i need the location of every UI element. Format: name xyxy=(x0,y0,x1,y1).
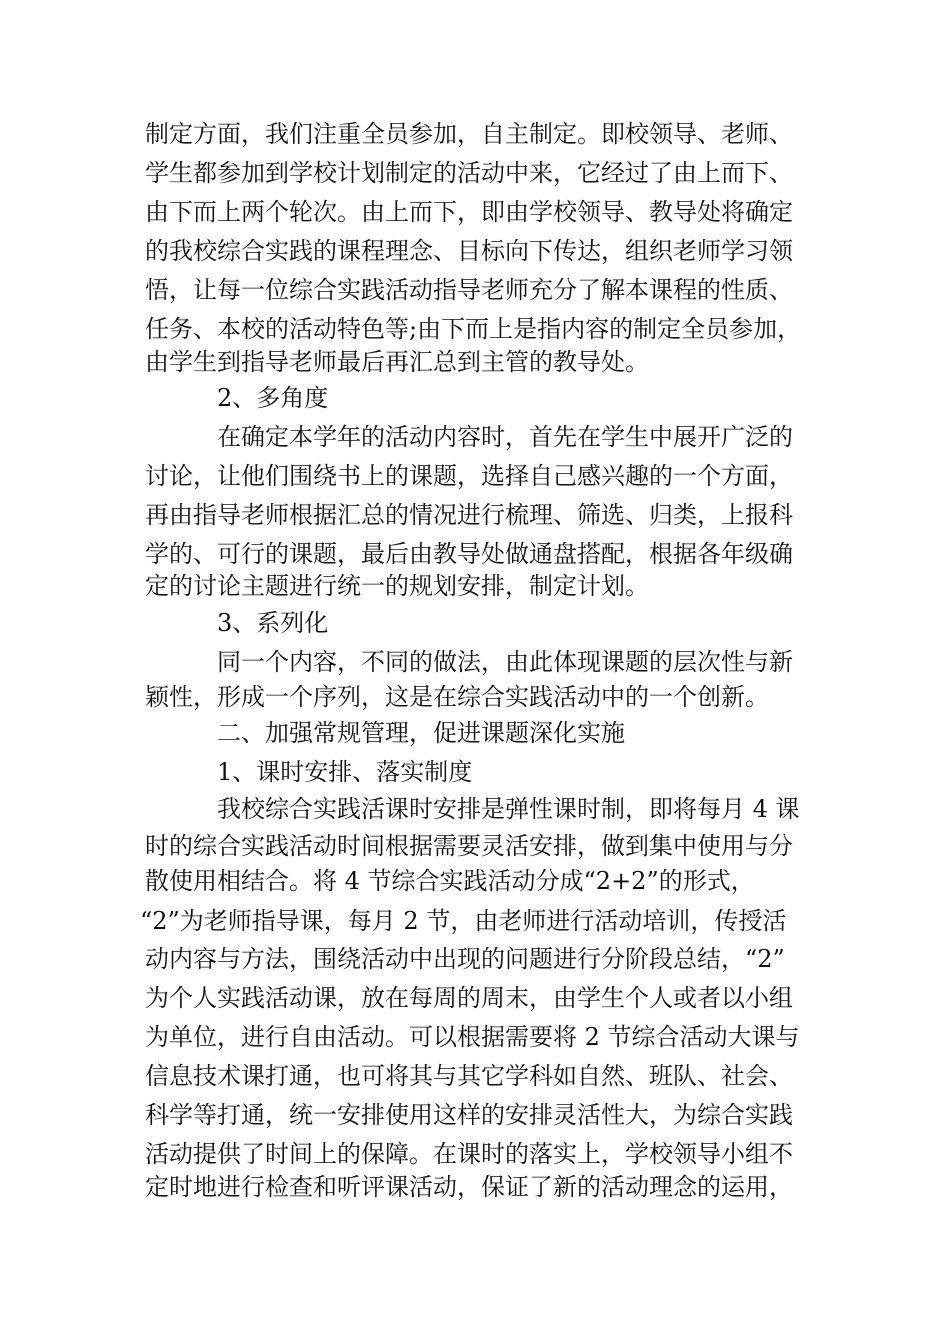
text-line: 为个人实践活动课，放在每周的周末，由学生个人或者以小组 xyxy=(145,984,793,1012)
text-line: 悟，让每一位综合实践活动指导老师充分了解本课程的性质、 xyxy=(145,276,793,304)
text-line: 由学生到指导老师最后再汇总到主管的教导处。 xyxy=(145,348,649,376)
text-line: 的我校综合实践的课程理念、目标向下传达，组织老师学习领 xyxy=(145,237,793,265)
section-heading: 1、课时安排、落实制度 xyxy=(217,758,473,786)
text-line: 散使用相结合。将 4 节综合实践活动分成“2+2”的形式， xyxy=(145,867,755,895)
text-line: 讨论，让他们围绕书上的课题，选择自己感兴趣的一个方面， xyxy=(145,462,793,490)
section-heading: 二、加强常规管理，促进课题深化实施 xyxy=(217,719,625,747)
text-line: 学生都参加到学校计划制定的活动中来，它经过了由上而下、 xyxy=(145,159,793,187)
text-line: 任务、本校的活动特色等;由下而上是指内容的制定全员参加， xyxy=(145,315,802,343)
text-line: 在确定本学年的活动内容时，首先在学生中展开广泛的 xyxy=(217,423,793,451)
text-line: 颖性，形成一个序列，这是在综合实践活动中的一个创新。 xyxy=(145,683,769,711)
text-line: 由下而上两个轮次。由上而下，即由学校领导、教导处将确定 xyxy=(145,198,793,226)
text-line: 再由指导老师根据汇总的情况进行梳理、筛选、归类，上报科 xyxy=(145,501,793,529)
text-line: 活动提供了时间上的保障。在课时的落实上，学校领导小组不 xyxy=(145,1140,793,1168)
text-line: 动内容与方法，围绕活动中出现的问题进行分阶段总结，“2” xyxy=(145,945,785,973)
text-line: 科学等打通，统一安排使用这样的安排灵活性大，为综合实践 xyxy=(145,1101,793,1129)
text-line: 定的讨论主题进行统一的规划安排，制定计划。 xyxy=(145,572,649,600)
text-line: 我校综合实践活课时安排是弹性课时制，即将每月 4 课 xyxy=(217,795,800,823)
section-heading: 3、系列化 xyxy=(217,609,329,637)
text-line: 同一个内容，不同的做法，由此体现课题的层次性与新 xyxy=(217,648,793,676)
text-line: 定时地进行检查和听评课活动，保证了新的活动理念的运用， xyxy=(145,1173,793,1201)
text-line: “2”为老师指导课，每月 2 节，由老师进行活动培训，传授活 xyxy=(140,907,787,935)
text-line: 为单位，进行自由活动。可以根据需要将 2 节综合活动大课与 xyxy=(145,1023,800,1051)
text-line: 信息技术课打通，也可将其与其它学科如自然、班队、社会、 xyxy=(145,1062,793,1090)
text-line: 时的综合实践活动时间根据需要灵活安排，做到集中使用与分 xyxy=(145,832,793,860)
text-line: 制定方面，我们注重全员参加，自主制定。即校领导、老师、 xyxy=(145,120,793,148)
text-line: 学的、可行的课题，最后由教导处做通盘搭配，根据各年级确 xyxy=(145,540,793,568)
section-heading: 2、多角度 xyxy=(217,384,329,412)
